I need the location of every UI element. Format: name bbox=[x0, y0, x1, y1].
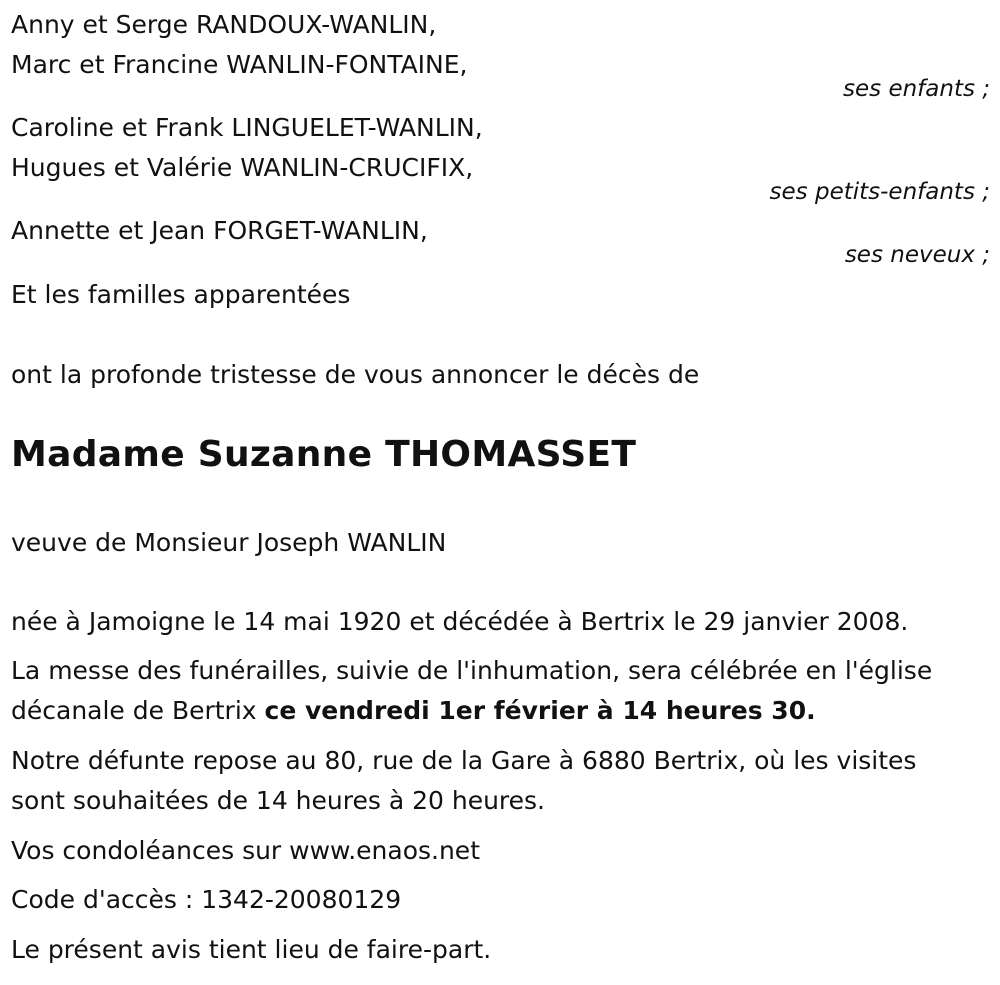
announcement-text: ont la profonde tristesse de vous annoncer le décès de bbox=[11, 360, 700, 389]
funeral-datetime: ce vendredi 1er février à 14 heures 30. bbox=[264, 696, 816, 725]
rest-line-1: Notre défunte repose au 80, rue de la Gare à 6880 Bertrix, où les visites bbox=[11, 746, 917, 775]
related-families: Et les familles apparentées bbox=[11, 280, 351, 309]
funeral-line-1: La messe des funérailles, suivie de l'inhumation, sera célébrée en l'église bbox=[11, 656, 933, 685]
nephews-label: ses neveux ; bbox=[844, 242, 990, 268]
condolences-line: Vos condoléances sur www.enaos.net bbox=[11, 836, 480, 865]
deceased-name: Madame Suzanne THOMASSET bbox=[11, 434, 637, 475]
grandchild-family-1: Caroline et Frank LINGUELET-WANLIN, bbox=[11, 113, 483, 142]
children-label: ses enfants ; bbox=[843, 76, 990, 102]
access-code: Code d'accès : 1342-20080129 bbox=[11, 885, 402, 914]
rest-line-2: sont souhaitées de 14 heures à 20 heures. bbox=[11, 786, 546, 815]
birth-death-info: née à Jamoigne le 14 mai 1920 et décédée à Bertrix le 29 janvier 2008. bbox=[11, 607, 909, 636]
widow-of: veuve de Monsieur Joseph WANLIN bbox=[11, 528, 447, 557]
grandchild-family-2: Hugues et Valérie WANLIN-CRUCIFIX, bbox=[11, 153, 474, 182]
nephew-family-1: Annette et Jean FORGET-WANLIN, bbox=[11, 216, 428, 245]
child-family-1: Anny et Serge RANDOUX-WANLIN, bbox=[11, 10, 437, 39]
funeral-line-2 bbox=[11, 695, 816, 727]
funeral-location: décanale de Bertrix bbox=[11, 696, 265, 725]
notice-line: Le présent avis tient lieu de faire-part. bbox=[11, 935, 492, 964]
grandchildren-label: ses petits-enfants ; bbox=[769, 179, 990, 205]
child-family-2: Marc et Francine WANLIN-FONTAINE, bbox=[11, 50, 468, 79]
